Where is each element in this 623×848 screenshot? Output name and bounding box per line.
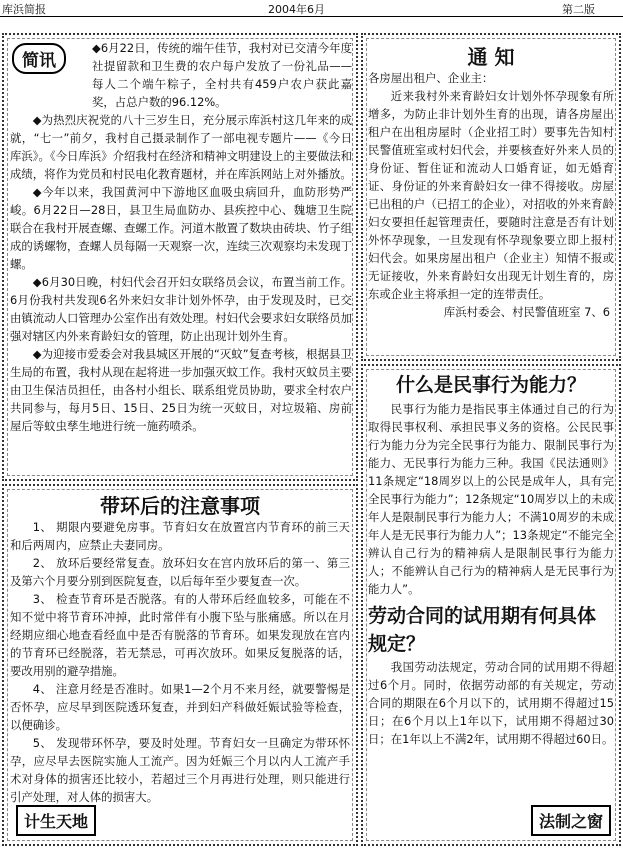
legal-body <box>368 370 614 748</box>
care-item: 3、 检查节育环是否脱落。有的人带环后经血较多，可能在不知不觉中将节育环冲掉，此时常伴有小腹下坠与胀痛感。所以在月经期应细心地查看经血中是否有脱落的节育环。如果发现放在宫内的节育环已经脱落，若无禁忌，可再次放环。如果反复脱落的话，要改用别的避孕措施。 <box>10 592 350 678</box>
family-planning-tag: 计生天地 <box>16 805 96 836</box>
news-brief-section <box>2 33 358 481</box>
notice-body <box>368 69 614 321</box>
notice-salutation: 各房屋出租户、企业主： <box>368 71 494 85</box>
header-rule <box>0 16 623 17</box>
issue-date: 2004年6月 <box>268 3 325 16</box>
news-item: ◆为迎接市爱委会对我县城区开展的“灭蚊”复查考核，根据县卫生局的布置，我村从现在起将进一步加强灭蚊工作。我村灭蚊员主要由卫生保洁员担任，由各村小组长、联系组党员协助，要求全村农户共同参与，每月5日、15日、25日为统一灭蚊日，对垃圾箱、房前屋后等蚊虫孳生地进行统一施药喷杀。 <box>10 347 352 433</box>
news-item: ◆6月22日，传统的端午佳节，我村对已交清今年度社提留款和卫生费的农户每户发放了一份礼品——每人二个端午粽子，全村共有459户农户获此嘉奖，占总户数的96.12%。 <box>92 41 352 109</box>
news-brief-body <box>10 39 352 435</box>
care-item: 4、 注意月经是否准时。如果1—2个月不来月经，就要警惕是否怀孕，应尽早到医院透环复查，并到妇产科做妊娠试验等检查，以便确诊。 <box>10 682 350 732</box>
news-item: ◆今年以来，我国黄河中下游地区血吸虫病回升，血防形势严峻。6月22日—28日，县卫生局血防办、县疾控中心、魏塘卫生院联合在我村开展查螺、查螺工作。河道木散置了数块由砖块、竹子组成的诱螺物，查螺人员每隔一天观察一次，连续三次观察均未发现丁螺。 <box>10 185 352 271</box>
legal-answer-2: 我国劳动法规定，劳动合同的试用期不得超过6个月。同时，依据劳动部的有关规定，劳动合同的期限在6个月以下的，试用期不得超过15日；在6个月以上1年以下，试用期不得超过30日；在1年以上不满2年，试用期不得超过60日。 <box>368 660 614 746</box>
care-item: 1、 期限内要避免房事。节育妇女在放置宫内节育环的前三天和后两周内，应禁止夫妻同房。 <box>10 520 350 552</box>
legal-tag: 法制之窗 <box>531 805 611 836</box>
legal-question-2-title: 劳动合同的试用期有何具体规定？ <box>368 605 597 655</box>
care-item: 5、 发现带环怀孕，要及时处理。节育妇女一旦确定为带环怀孕，应尽早去医院实施人工流产。因为妊娠三个月以内人工流产手术对身体的损害还比较小，若超过三个月再进行处理，则只能进行引产处理，对人体的损害大。 <box>10 736 350 804</box>
care-item: 2、 放环后要经常复查。放环妇女在宫内放环后的第一、第三及第六个月要分别到医院复查，以后每年至少要复查一次。 <box>10 556 350 588</box>
edition-label: 第二版 <box>562 3 595 16</box>
news-badge: 简讯 <box>12 43 66 74</box>
notice-section <box>361 33 621 361</box>
newspaper-name: 库浜简报 <box>2 3 46 16</box>
legal-section <box>361 364 621 846</box>
news-item: ◆为热烈庆祝党的八十三岁生日，充分展示库浜村这几年来的成就，“七一”前夕，我村自己摄录制作了一部电视专题片——《今日库浜》。《今日库浜》介绍我村在经济和精神文明建设上的主要做法和成绩，将作为党员和村民电化教育题材，并在库浜网站上对外播放。 <box>10 113 352 181</box>
legal-question-1-title: 什么是民事行为能力？ <box>395 374 586 396</box>
notice-signature: 库浜村委会、村民警值班室 7、6 <box>443 305 610 319</box>
legal-answer-1: 民事行为能力是指民事主体通过自己的行为取得民事权利、承担民事义务的资格。公民民事行为能力分为完全民事行为能力、限制民事行为能力、无民事行为能力三种。我国《民法通则》11条规定“18周岁以上的公民是成年人，具有完全民事行为能力”；12条规定“10周岁以上的未成年人是限制民事行为能力人；不满10周岁的未成年人是无民事行为能力人”；13条规定“不能完全辨认自己行为的精神病人是限制民事行为能力人；不能辨认自己行为的精神病人是无民事行为能力人”。 <box>368 402 614 596</box>
family-planning-section <box>2 484 358 846</box>
family-planning-body <box>10 518 350 806</box>
page-header <box>0 0 623 16</box>
notice-paragraph: 近来我村外来育龄妇女计划外怀孕现象有所增多，为防止非计划外生育的出现，请各房屋出租户在出租房屋时（企业招工时）要事先告知村民警值班室或村妇代会，并要核查好外来人员的身份证、暂住证和流动人口婚育证，如无婚育证、身份证的外来育龄妇女一律不得接收。房屋已出租的户（已招工的企业），对招收的外来育龄妇女要担任起管理责任，要随时注意是否有计划外怀孕现象，一旦发现有怀孕现象要立即上报村妇代会。如果房屋出租户（企业主）知情不报或无证接收，外来育龄妇女出现无计划生育的，房东或企业主将承担一定的连带责任。 <box>368 89 614 301</box>
notice-title: 通 知 <box>467 45 515 69</box>
news-item: ◆6月30日晚，村妇代会召开妇女联络员会议，布置当前工作。6月份我村共发现6名外来妇女非计划外怀孕，由于发现及时，已交由镇流动人口管理办公室作出有效处理。村妇代会要求妇女联络员加强对辖区内外来育龄妇女的管理，防止出现计划外生育。 <box>10 275 352 343</box>
family-planning-title: 带环后的注意事项 <box>100 494 260 518</box>
